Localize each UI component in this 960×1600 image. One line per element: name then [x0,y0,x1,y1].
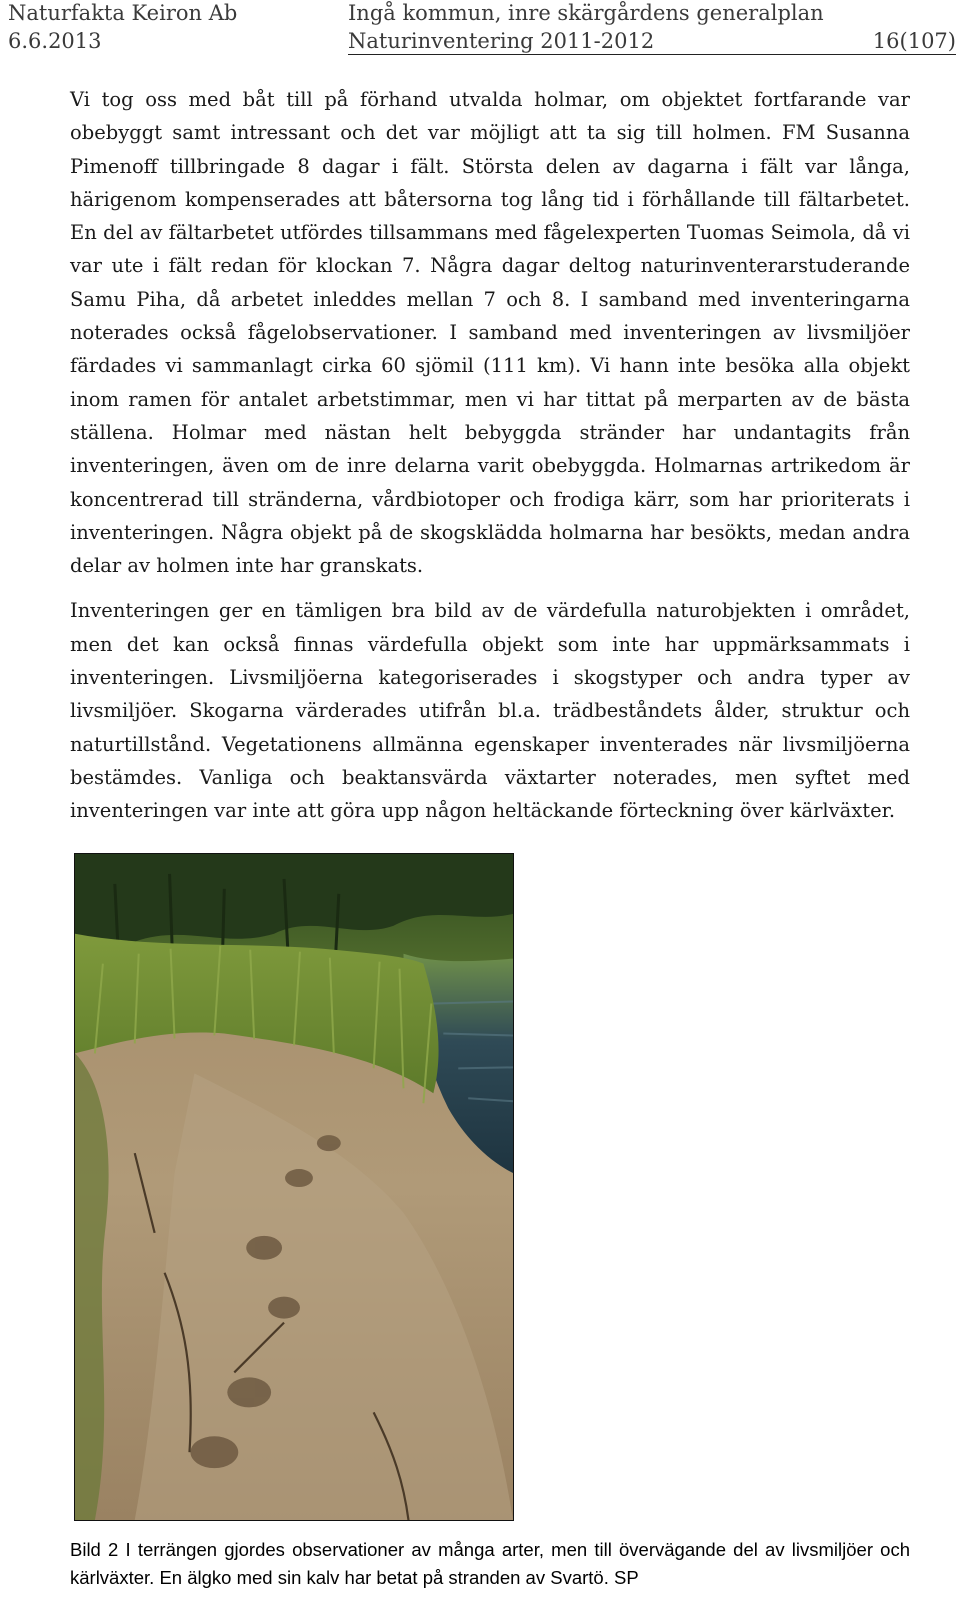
photo-illustration [75,854,513,1520]
page-header [8,0,960,58]
header-rule [348,54,956,55]
header-document-title: Ingå kommun, inre skärgårdens generalplan [348,1,824,25]
paragraph-method: Vi tog oss med båt till på förhand utvalda holmar, om objektet fortfarande var obebyggt samt intressant och det var möjligt att ta sig till holmen. FM Susanna Pimenoff tillbringade 8 dagar i fält. Största delen av dagarna i fält var långa, härigenom kompenserades att båtersorna tog lång tid i förhållande till fältarbetet. En del av fältarbetet utfördes tillsammans med fågelexperten Tuomas Seimola, då vi var ute i fält redan för klockan 7. Några dagar deltog naturinventerarstuderande Samu Piha, då arbetet inleddes mellan 7 och 8. I samband med inventeringarna noterades också fågelobservationer. I samband med inventeringen av livsmiljöer färdades vi sammanlagt cirka 60 sjömil (111 km). Vi hann inte besöka alla objekt inom ramen för antalet arbetstimmar, men vi har tittat på merparten av de bästa ställena. Holmar med nästan helt bebyggda stränder har undantagits från inventeringen, även om de inre delarna varit obebyggda. Holmarnas artrikedom är koncentrerad till stränderna, vårdbiotoper och frodiga kärr, som har prioriterats i inventeringen. Några objekt på de skogsklädda holmarna har besökts, medan andra delar av holmen inte har granskats. [70,88,910,578]
header-date: 6.6.2013 [8,29,102,53]
header-organization: Naturfakta Keiron Ab [8,1,238,25]
header-page-number: 16(107) [872,29,956,53]
header-subtitle: Naturinventering 2011-2012 [348,29,655,53]
body-text [70,83,910,828]
photo-beach-moose-tracks [74,853,514,1521]
paragraph-assessment: Inventeringen ger en tämligen bra bild av de värdefulla naturobjekten i området, men det kan också finnas värdefulla objekt som inte har uppmärksammats i inventeringen. Livsmiljöerna kategoriserades i skogstyper och andra typer av livsmiljöer. Skogarna värderades utifrån bl.a. trädbeståndets ålder, struktur och naturtillstånd. Vegetationens allmänna egenskaper inventerades när livsmiljöerna bestämdes. Vanliga och beaktansvärda växtarter noterades, men syftet med inventeringen var inte att göra upp någon heltäckande förteckning över kärlväxter. [70,599,910,823]
figure-caption: Bild 2 I terrängen gjordes observationer av många arter, men till övervägande del av livsmiljöer och kärlväxter. En älgko med sin kalv har betat på stranden av Svartö. SP [70,1539,910,1588]
